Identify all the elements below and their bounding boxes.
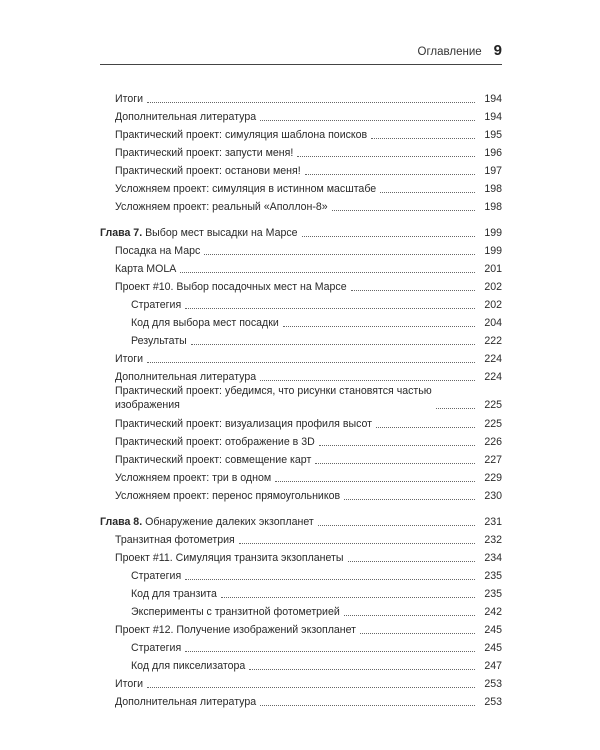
toc-entry [100,370,502,384]
toc-entry-page: 198 [484,183,502,195]
dot-leader [302,235,475,237]
chapter-page: 199 [484,227,502,239]
toc-entry [100,677,502,691]
dot-leader [332,209,475,211]
toc-entry-title: Усложняем проект: симуляция в истинном масштабе [115,183,377,195]
toc-entry [100,128,502,142]
toc-entry-page: 194 [484,111,502,123]
dot-leader [185,307,475,309]
toc-entry-page: 197 [484,165,502,177]
toc-entry [100,200,502,214]
toc-entry-page: 229 [484,472,502,484]
dot-leader [221,596,475,598]
toc-entry-page: 201 [484,263,502,275]
toc-entry [100,435,502,449]
toc-entry-page: 245 [484,624,502,636]
toc-subentry [100,605,502,619]
toc-entry-page: 226 [484,436,502,448]
toc-entry-title: Дополнительная литература [115,371,257,383]
toc-entry-title: Усложняем проект: три в одном [115,472,272,484]
toc-entry-title: Результаты [131,335,187,347]
toc-entry-page: 253 [484,696,502,708]
toc-entry [100,92,502,106]
toc-entry [100,695,502,709]
toc-entry-title: Усложняем проект: реальный «Аполлон-8» [115,201,328,213]
toc-entry-title: Стратегия [131,570,182,582]
dot-leader [351,289,475,291]
toc-entry-title: Стратегия [131,642,182,654]
toc-entry-title: Практический проект: запусти меня! [115,147,294,159]
header-rule [100,64,502,65]
toc-entry [100,280,502,294]
dot-leader [185,578,475,580]
toc-entry [100,384,502,412]
toc-entry-page: 235 [484,570,502,582]
toc-entry-page: 194 [484,93,502,105]
dot-leader [318,524,475,526]
dot-leader [260,379,475,381]
toc-entry-title: Проект #11. Симуляция транзита экзопланеты [115,552,344,564]
toc-entry [100,244,502,258]
toc-entry [100,417,502,431]
toc-entry-page: 247 [484,660,502,672]
dot-leader [239,542,475,544]
toc-entry-title: Проект #10. Выбор посадочных мест на Марсе [115,281,347,293]
toc-entry [100,182,502,196]
toc-entry-title: Проект #12. Получение изображений экзопланет [115,624,357,636]
toc-entry-title: Посадка на Марс [115,245,201,257]
dot-leader [348,560,475,562]
toc-subentry [100,316,502,330]
toc-entry-page: 242 [484,606,502,618]
toc-entry-title: Практический проект: визуализация профиля высот [115,418,372,430]
dot-leader [275,480,475,482]
toc-entry-title: Карта MOLA [115,263,177,275]
toc-entry-page: 235 [484,588,502,600]
running-header-title: Оглавление [417,46,482,58]
toc-entry-page: 230 [484,490,502,502]
dot-leader [249,668,475,670]
toc-entry-title: Практический проект: симуляция шаблона поисков [115,129,368,141]
toc-entry-title: Итоги [115,353,144,365]
toc-entry-page: 227 [484,454,502,466]
dot-leader [180,271,475,273]
toc-entry-title: Итоги [115,93,144,105]
toc-entry [100,489,502,503]
toc-entry-title: Транзитная фотометрия [115,534,235,546]
toc-entry-page: 224 [484,353,502,365]
toc-entry-title: Усложняем проект: перенос прямоугольников [115,490,341,502]
running-header [100,42,502,59]
toc-chapter-8 [100,515,502,529]
toc-entry-page: 204 [484,317,502,329]
toc-entry-page: 232 [484,534,502,546]
dot-leader [305,173,475,175]
toc-entry-page: 202 [484,299,502,311]
toc-subentry [100,587,502,601]
toc-entry-page: 195 [484,129,502,141]
chapter-label: Глава 7. [100,227,143,239]
toc-entry-title: Стратегия [131,299,182,311]
toc-entry [100,352,502,366]
toc-subentry [100,641,502,655]
toc-entry-title: Дополнительная литература [115,696,257,708]
toc-entry [100,623,502,637]
toc-entry-page: 198 [484,201,502,213]
toc-entry-page: 222 [484,335,502,347]
toc-entry-title: Практический проект: отображение в 3D [115,436,315,448]
toc-entry-page: 202 [484,281,502,293]
dot-leader [283,325,475,327]
toc-entry [100,533,502,547]
toc-chapter-7 [100,226,502,240]
toc-entry-title: Код для выбора мест посадки [131,317,279,329]
toc-entry-page: 245 [484,642,502,654]
chapter-label: Глава 8. [100,516,143,528]
dot-leader [436,407,475,409]
dot-leader [147,361,475,363]
toc-entry-page: 225 [484,418,502,430]
dot-leader [371,137,475,139]
toc-entry-title: Практический проект: совмещение карт [115,454,312,466]
toc-entry-title: Практический проект: останови меня! [115,165,301,177]
toc-entry [100,471,502,485]
dot-leader [360,632,475,634]
toc-subentry [100,298,502,312]
chapter-title: Обнаружение далеких экзопланет [145,516,314,528]
toc-entry-title-line1: Практический проект: убедимся, что рисунки становятся частью [115,385,432,397]
toc-entry-page: 225 [484,399,502,411]
dot-leader [147,101,475,103]
toc-entry-page: 196 [484,147,502,159]
dot-leader [204,253,475,255]
toc-entry-title: Эксперименты с транзитной фотометрией [131,606,340,618]
dot-leader [260,704,475,706]
dot-leader [380,191,475,193]
page-number: 9 [493,42,502,59]
toc-subentry [100,659,502,673]
toc-entry-title: Итоги [115,678,144,690]
toc-entry [100,551,502,565]
toc-entry-page: 253 [484,678,502,690]
dot-leader [344,614,475,616]
chapter-title: Выбор мест высадки на Марсе [145,227,298,239]
dot-leader [185,650,475,652]
toc-entry-title: Дополнительная литература [115,111,257,123]
toc-entry [100,164,502,178]
toc-entry [100,453,502,467]
dot-leader [191,343,475,345]
toc-entry-title: Код для пикселизатора [131,660,246,672]
toc-subentry [100,569,502,583]
dot-leader [315,462,475,464]
dot-leader [344,498,475,500]
toc-entry [100,262,502,276]
dot-leader [297,155,475,157]
toc-entry-page: 199 [484,245,502,257]
dot-leader [319,444,475,446]
toc-entry-title: Код для транзита [131,588,217,600]
dot-leader [260,119,475,121]
toc-entry [100,146,502,160]
toc-entry-title-line2: изображения [115,399,180,411]
chapter-page: 231 [484,516,502,528]
toc-entry-page: 224 [484,371,502,383]
dot-leader [147,686,475,688]
toc-subentry [100,334,502,348]
toc-entry-page: 234 [484,552,502,564]
toc-entry [100,110,502,124]
dot-leader [376,426,475,428]
